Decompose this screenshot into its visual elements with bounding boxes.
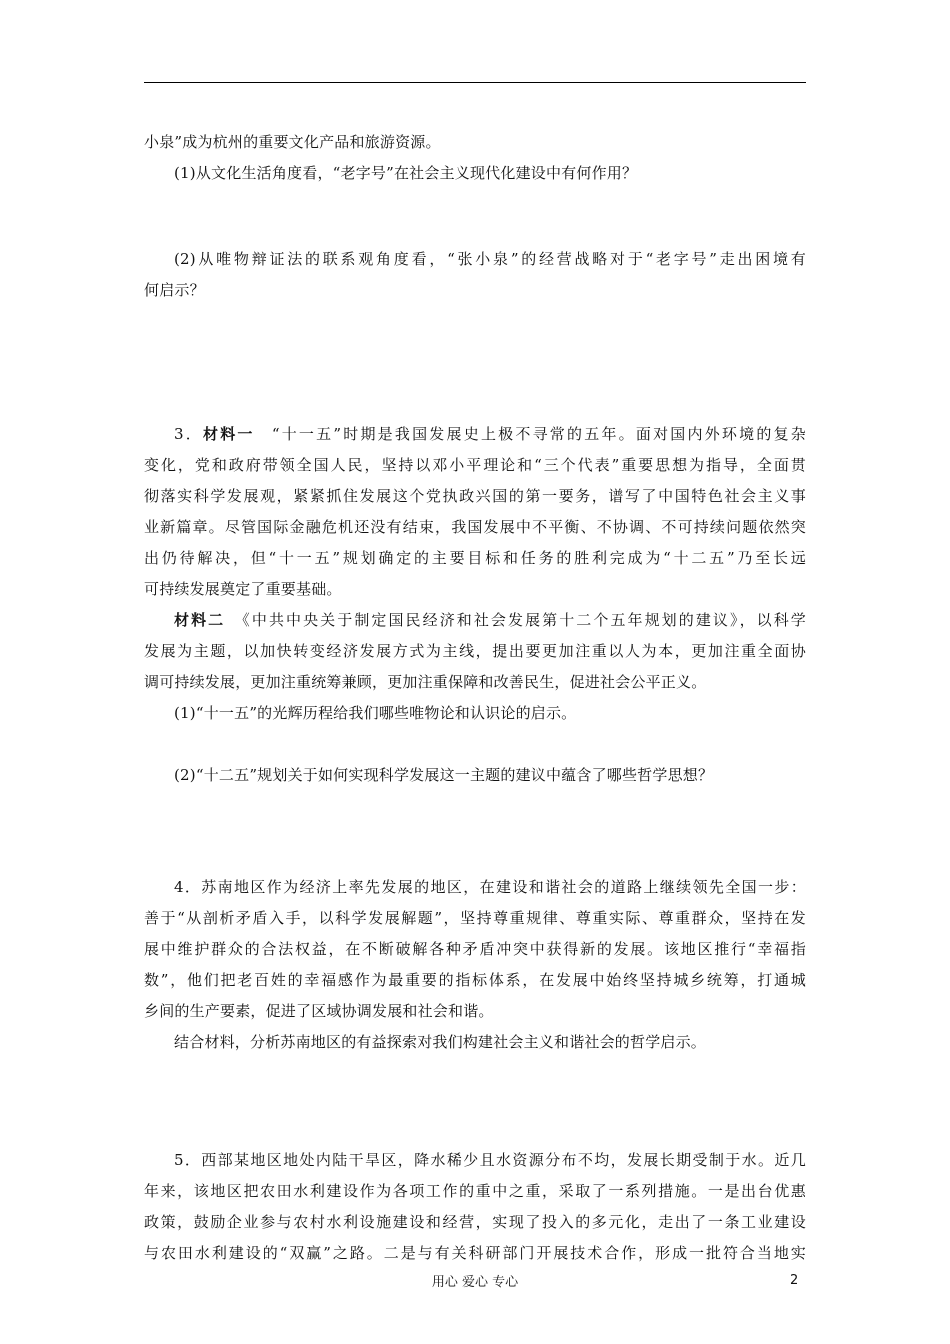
- text-line: 乡间的生产要素，促进了区域协调发展和社会和谐。: [144, 1002, 494, 1020]
- material-two-label: 材料二: [174, 611, 226, 629]
- question-number: 3．: [174, 425, 203, 443]
- material-one-label: 材料一: [202, 425, 255, 443]
- question-1-2: (2)从唯物辩证法的联系观角度看，“张小泉”的经营战略对于“老字号”走出困境有: [174, 250, 806, 268]
- text-line: 业新篇章。尽管国际金融危机还没有结束，我国发展中不平衡、不协调、不可持续问题依然突: [144, 518, 806, 536]
- question-4-text: 4．苏南地区作为经济上率先发展的地区，在建设和谐社会的道路上继续领先全国一步：: [174, 878, 806, 896]
- text-line: 政策，鼓励企业参与农村水利设施建设和经营，实现了投入的多元化，走出了一条工业建设: [144, 1213, 806, 1231]
- question-3-1: (1)“十一五”的光辉历程给我们哪些唯物论和认识论的启示。: [174, 704, 577, 722]
- question-3-2: (2)“十二五”规划关于如何实现科学发展这一主题的建议中蕴含了哪些哲学思想？: [174, 766, 714, 784]
- page-number: 2: [790, 1273, 799, 1288]
- text-line: 与农田水利建设的“双赢”之路。二是与有关科研部门开展技术合作，形成一批符合当地实: [144, 1244, 806, 1262]
- header-rule: [144, 82, 806, 83]
- text-line: 数”，他们把老百姓的幸福感作为最重要的指标体系，在发展中始终坚持城乡统筹，打通城: [144, 971, 806, 989]
- text-line: 小泉”成为杭州的重要文化产品和旅游资源。: [144, 133, 441, 151]
- text-line: 彻落实科学发展观，紧紧抓住发展这个党执政兴国的第一要务，谱写了中国特色社会主义事: [144, 487, 806, 505]
- material-one-line: [174, 424, 806, 444]
- text-line: 展中维护群众的合法权益，在不断破解各种矛盾冲突中获得新的发展。该地区推行“幸福指: [144, 940, 806, 958]
- text-line: 可持续发展奠定了重要基础。: [144, 580, 342, 598]
- material-two-text: 《中共中央关于制定国民经济和社会发展第十二个五年规划的建议》，以科学: [225, 611, 806, 629]
- text-line: 出仍待解决，但“十一五”规划确定的主要目标和任务的胜利完成为“十二五”乃至长远: [144, 549, 806, 567]
- question-5-text: 5．西部某地区地处内陆干旱区，降水稀少且水资源分布不均，发展长期受制于水。近几: [174, 1151, 806, 1169]
- text-line: 发展为主题，以加快转变经济发展方式为主线，提出要更加注重以人为本，更加注重全面协: [144, 642, 806, 660]
- material-one-text: “十一五”时期是我国发展史上极不寻常的五年。面对国内外环境的复杂: [254, 425, 806, 443]
- footer-motto: 用心 爱心 专心: [431, 1275, 519, 1290]
- text-line: 调可持续发展，更加注重统筹兼顾，更加注重保障和改善民生，促进社会公平正义。: [144, 673, 707, 691]
- question-1-1: (1)从文化生活角度看，“老字号”在社会主义现代化建设中有何作用？: [174, 164, 638, 182]
- text-line: 何启示？: [144, 281, 205, 299]
- question-4-prompt: 结合材料，分析苏南地区的有益探索对我们构建社会主义和谐社会的哲学启示。: [174, 1033, 707, 1051]
- material-two-line: [174, 610, 806, 630]
- text-line: 年来，该地区把农田水利建设作为各项工作的重中之重，采取了一系列措施。一是出台优惠: [144, 1182, 806, 1200]
- text-line: 善于“从剖析矛盾入手，以科学发展解题”，坚持尊重规律、尊重实际、尊重群众，坚持在发: [144, 909, 806, 927]
- text-line: 变化，党和政府带领全国人民，坚持以邓小平理论和“三个代表”重要思想为指导，全面贯: [144, 456, 806, 474]
